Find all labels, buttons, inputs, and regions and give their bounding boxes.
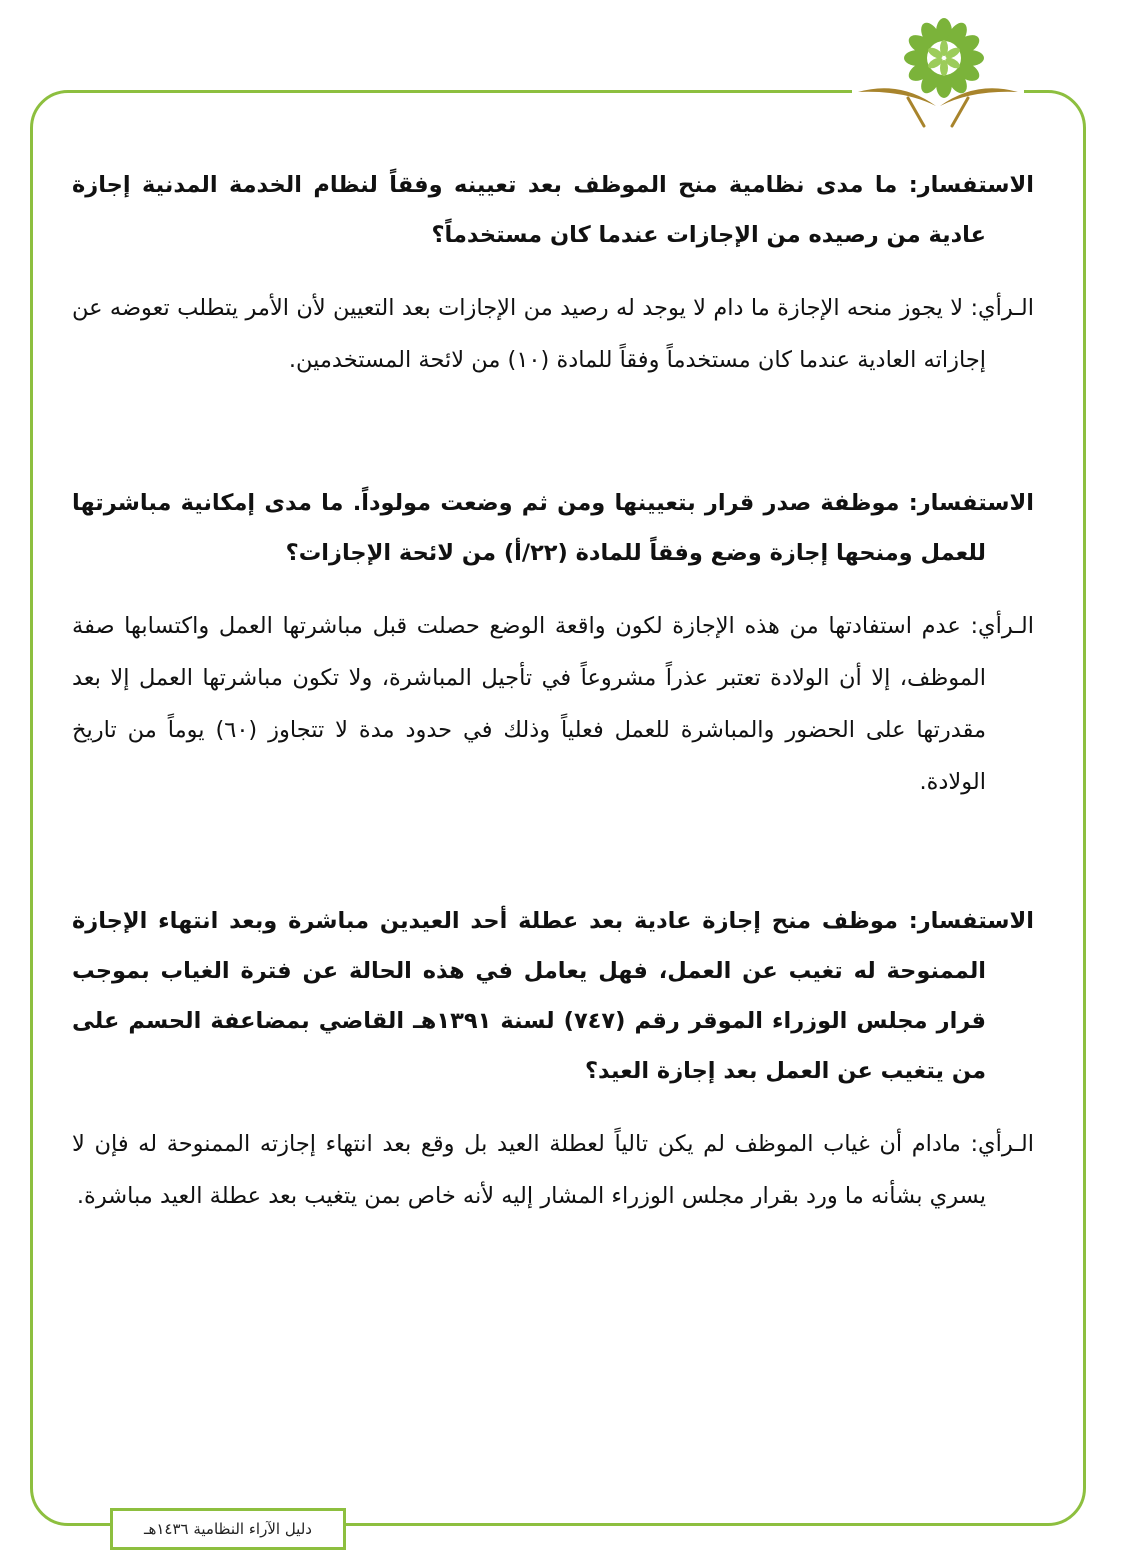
question-label: الاستفسار:: [908, 172, 1034, 198]
section-3: [72, 896, 1034, 1222]
question-2: [72, 478, 1034, 578]
answer-text: مادام أن غياب الموظف لم يكن تالياً لعطلة العيد بل وقع بعد انتهاء إجازته الممنوحة له فإن لا يسري بشأنه ما ورد بقرار مجلس الوزراء المشار إليه لأنه خاص بمن يتغيب بعد عطلة العيد مباشرة.: [72, 1131, 986, 1209]
footer-label: [110, 1508, 346, 1550]
section-spacer: [72, 386, 1034, 478]
question-label: الاستفسار:: [908, 490, 1034, 516]
footer-text: دليل الآراء النظامية ١٤٣٦هـ: [144, 1520, 312, 1538]
section-2: [72, 478, 1034, 808]
answer-text: عدم استفادتها من هذه الإجازة لكون واقعة الوضع حصلت قبل مباشرتها العمل واكتسابها صفة الموظف، إلا أن الولادة تعتبر عذراً مشروعاً في تأجيل المباشرة، ولا تكون مباشرتها العمل إلا بعد مقدرتها على الحضور والمباشرة للعمل فعلياً وذلك في حدود مدة لا تتجاوز (٦٠) يوماً من تاريخ الولادة.: [72, 613, 986, 795]
section-1: [72, 160, 1034, 386]
document-body: [72, 160, 1034, 1222]
question-3: [72, 896, 1034, 1096]
answer-text: لا يجوز منحه الإجازة ما دام لا يوجد له رصيد من الإجازات بعد التعيين لأن الأمر يتطلب تعوضه عن إجازاته العادية عندما كان مستخدماً وفقاً للمادة (١٠) من لائحة المستخدمين.: [72, 295, 986, 373]
question-text: ما مدى نظامية منح الموظف بعد تعيينه وفقاً لنظام الخدمة المدنية إجازة عادية من رصيده من الإجازات عندما كان مستخدماً؟: [72, 172, 986, 248]
institution-emblem-icon: [852, 14, 1024, 132]
question-text: موظفة صدر قرار بتعيينها ومن ثم وضعت مولوداً. ما مدى إمكانية مباشرتها للعمل ومنحها إجازة وضع وفقاً للمادة (٢٢/أ) من لائحة الإجازات؟: [72, 490, 986, 566]
answer-label: الـرأي:: [970, 613, 1034, 639]
answer-label: الـرأي:: [970, 1131, 1034, 1157]
section-spacer: [72, 808, 1034, 896]
question-1: [72, 160, 1034, 260]
answer-3: [72, 1118, 1034, 1222]
answer-1: [72, 282, 1034, 386]
question-label: الاستفسار:: [908, 908, 1034, 934]
answer-label: الـرأي:: [970, 295, 1034, 321]
question-text: موظف منح إجازة عادية بعد عطلة أحد العيدين مباشرة وبعد انتهاء الإجازة الممنوحة له تغيب عن العمل، فهل يعامل في هذه الحالة عن فترة الغياب بموجب قرار مجلس الوزراء الموقر رقم (٧٤٧) لسنة ١٣٩١هـ القاضي بمضاعفة الحسم على من يتغيب عن العمل بعد إجازة العيد؟: [72, 908, 987, 1084]
answer-2: [72, 600, 1034, 808]
